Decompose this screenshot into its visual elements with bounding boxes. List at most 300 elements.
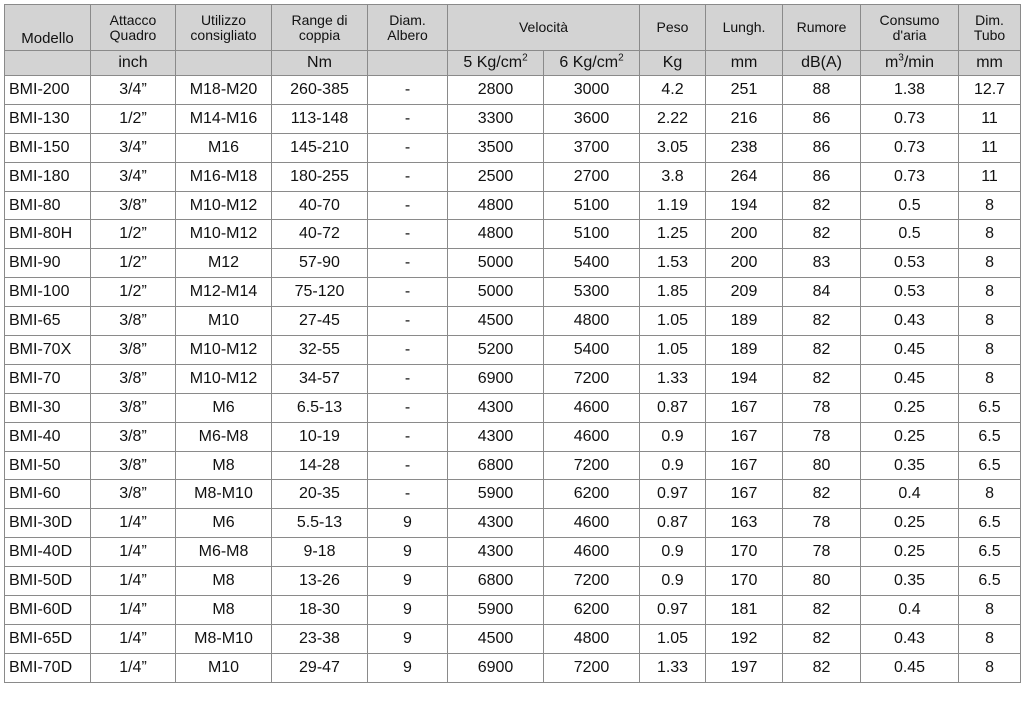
unit-utilizzo (176, 51, 272, 76)
table-row (5, 191, 1021, 220)
table-cell: 80 (783, 451, 861, 480)
table-cell: 27-45 (272, 307, 368, 336)
unit-diam (368, 51, 448, 76)
table-cell: 1/4” (91, 596, 176, 625)
table-cell: 82 (783, 191, 861, 220)
table-cell: 192 (706, 624, 783, 653)
units-row (5, 51, 1021, 76)
col-consumo: Consumo d'aria (861, 5, 959, 51)
unit-consumo-sup: 3 (898, 52, 904, 64)
table-cell: 4300 (448, 393, 544, 422)
table-cell: - (368, 278, 448, 307)
table-cell: 0.4 (861, 596, 959, 625)
cell-model: BMI-65D (5, 624, 91, 653)
table-cell: 9 (368, 653, 448, 682)
unit-vel5-text: 5 Kg/cm (463, 54, 523, 71)
table-cell: - (368, 249, 448, 278)
table-cell: 5400 (544, 336, 640, 365)
table-cell: 4300 (448, 538, 544, 567)
table-cell: 5000 (448, 278, 544, 307)
table-cell: 4600 (544, 509, 640, 538)
table-cell: 4600 (544, 422, 640, 451)
table-cell: 40-72 (272, 220, 368, 249)
table-row (5, 624, 1021, 653)
cell-model: BMI-60 (5, 480, 91, 509)
table-cell: - (368, 76, 448, 105)
unit-lungh: mm (706, 51, 783, 76)
table-cell: 9 (368, 509, 448, 538)
table-cell: 23-38 (272, 624, 368, 653)
table-row (5, 653, 1021, 682)
table-cell: M6 (176, 509, 272, 538)
table-cell: 78 (783, 422, 861, 451)
table-row (5, 451, 1021, 480)
table-cell: - (368, 191, 448, 220)
table-cell: M6-M8 (176, 538, 272, 567)
table-cell: 6900 (448, 364, 544, 393)
table-cell: 5200 (448, 336, 544, 365)
table-cell: 3/8” (91, 480, 176, 509)
table-cell: 6200 (544, 480, 640, 509)
table-cell: 0.9 (640, 538, 706, 567)
table-cell: 82 (783, 480, 861, 509)
table-cell: 167 (706, 451, 783, 480)
table-cell: 6.5 (959, 538, 1021, 567)
unit-peso: Kg (640, 51, 706, 76)
table-row (5, 393, 1021, 422)
table-cell: 181 (706, 596, 783, 625)
table-cell: 82 (783, 307, 861, 336)
cell-model: BMI-70D (5, 653, 91, 682)
table-cell: M12-M14 (176, 278, 272, 307)
cell-model: BMI-40 (5, 422, 91, 451)
table-cell: 216 (706, 104, 783, 133)
table-cell: 86 (783, 104, 861, 133)
table-cell: 9 (368, 567, 448, 596)
table-cell: 0.87 (640, 509, 706, 538)
table-body (5, 76, 1021, 683)
table-cell: M10 (176, 307, 272, 336)
table-row (5, 104, 1021, 133)
table-cell: 4800 (448, 191, 544, 220)
table-cell: 0.43 (861, 307, 959, 336)
table-cell: 0.97 (640, 596, 706, 625)
table-cell: 238 (706, 133, 783, 162)
table-cell: 6900 (448, 653, 544, 682)
table-cell: 145-210 (272, 133, 368, 162)
unit-modello (5, 51, 91, 76)
table-cell: 0.4 (861, 480, 959, 509)
table-cell: 1.05 (640, 624, 706, 653)
table-cell: 1/2” (91, 278, 176, 307)
table-row (5, 133, 1021, 162)
table-cell: 113-148 (272, 104, 368, 133)
table-cell: 8 (959, 653, 1021, 682)
table-cell: - (368, 220, 448, 249)
table-cell: 0.9 (640, 451, 706, 480)
table-row (5, 307, 1021, 336)
table-cell: 3/4” (91, 133, 176, 162)
col-dim: Dim. Tubo (959, 5, 1021, 51)
table-cell: 0.5 (861, 220, 959, 249)
table-cell: 40-70 (272, 191, 368, 220)
cell-model: BMI-80 (5, 191, 91, 220)
spec-table (4, 4, 1021, 683)
table-cell: 167 (706, 422, 783, 451)
table-cell: M14-M16 (176, 104, 272, 133)
table-cell: 1/2” (91, 220, 176, 249)
table-cell: 1/4” (91, 653, 176, 682)
cell-model: BMI-30D (5, 509, 91, 538)
cell-model: BMI-100 (5, 278, 91, 307)
table-cell: 0.87 (640, 393, 706, 422)
table-cell: 189 (706, 307, 783, 336)
table-cell: 88 (783, 76, 861, 105)
col-velocita: Velocità (448, 5, 640, 51)
table-cell: 1.53 (640, 249, 706, 278)
table-cell: - (368, 336, 448, 365)
table-row (5, 76, 1021, 105)
table-cell: 0.45 (861, 653, 959, 682)
unit-range: Nm (272, 51, 368, 76)
unit-rumore: dB(A) (783, 51, 861, 76)
table-cell: 5900 (448, 480, 544, 509)
table-cell: M8 (176, 596, 272, 625)
cell-model: BMI-180 (5, 162, 91, 191)
cell-model: BMI-65 (5, 307, 91, 336)
table-cell: 8 (959, 220, 1021, 249)
table-cell: 11 (959, 162, 1021, 191)
table-cell: 0.73 (861, 104, 959, 133)
table-cell: - (368, 393, 448, 422)
table-cell: 8 (959, 624, 1021, 653)
table-cell: 5300 (544, 278, 640, 307)
table-row (5, 364, 1021, 393)
table-cell: 5000 (448, 249, 544, 278)
col-attacco: Attacco Quadro (91, 5, 176, 51)
table-cell: M10-M12 (176, 364, 272, 393)
table-cell: M10 (176, 653, 272, 682)
table-cell: 1.05 (640, 307, 706, 336)
table-cell: 3/8” (91, 422, 176, 451)
unit-vel5 (448, 51, 544, 76)
table-cell: 80 (783, 567, 861, 596)
table-cell: 4800 (544, 624, 640, 653)
table-cell: 82 (783, 624, 861, 653)
table-cell: M10-M12 (176, 191, 272, 220)
table-cell: M6-M8 (176, 422, 272, 451)
table-cell: 7200 (544, 653, 640, 682)
cell-model: BMI-60D (5, 596, 91, 625)
table-cell: 0.73 (861, 162, 959, 191)
table-cell: 86 (783, 133, 861, 162)
cell-model: BMI-200 (5, 76, 91, 105)
table-cell: 1.33 (640, 653, 706, 682)
table-cell: 200 (706, 249, 783, 278)
table-cell: 7200 (544, 364, 640, 393)
table-cell: 3/4” (91, 76, 176, 105)
table-cell: 9 (368, 624, 448, 653)
table-cell: 78 (783, 393, 861, 422)
table-cell: 3/8” (91, 364, 176, 393)
table-cell: 4600 (544, 393, 640, 422)
table-cell: 34-57 (272, 364, 368, 393)
table-cell: 9 (368, 538, 448, 567)
table-cell: 7200 (544, 567, 640, 596)
unit-dim: mm (959, 51, 1021, 76)
table-cell: 3/8” (91, 451, 176, 480)
table-cell: 8 (959, 307, 1021, 336)
table-cell: M12 (176, 249, 272, 278)
table-cell: 4500 (448, 624, 544, 653)
table-cell: 0.35 (861, 567, 959, 596)
cell-model: BMI-90 (5, 249, 91, 278)
col-rumore: Rumore (783, 5, 861, 51)
table-cell: 7200 (544, 451, 640, 480)
table-cell: 86 (783, 162, 861, 191)
table-cell: 3000 (544, 76, 640, 105)
cell-model: BMI-40D (5, 538, 91, 567)
table-cell: 4300 (448, 509, 544, 538)
table-cell: 3600 (544, 104, 640, 133)
table-cell: - (368, 422, 448, 451)
table-cell: 3/8” (91, 307, 176, 336)
table-cell: 167 (706, 480, 783, 509)
table-cell: 1/4” (91, 624, 176, 653)
table-cell: 264 (706, 162, 783, 191)
table-cell: 82 (783, 364, 861, 393)
table-cell: 0.97 (640, 480, 706, 509)
table-cell: 8 (959, 336, 1021, 365)
table-cell: 6.5 (959, 393, 1021, 422)
table-cell: 1.19 (640, 191, 706, 220)
table-row (5, 480, 1021, 509)
table-cell: 8 (959, 249, 1021, 278)
cell-model: BMI-150 (5, 133, 91, 162)
table-cell: 1/2” (91, 249, 176, 278)
table-cell: - (368, 451, 448, 480)
table-cell: - (368, 480, 448, 509)
table-cell: 5400 (544, 249, 640, 278)
table-cell: 3/8” (91, 393, 176, 422)
unit-vel6 (544, 51, 640, 76)
table-cell: 4800 (544, 307, 640, 336)
table-row (5, 220, 1021, 249)
table-cell: 163 (706, 509, 783, 538)
table-cell: 75-120 (272, 278, 368, 307)
table-cell: 6800 (448, 567, 544, 596)
table-row (5, 509, 1021, 538)
table-cell: 0.25 (861, 538, 959, 567)
table-cell: 0.45 (861, 336, 959, 365)
unit-vel5-sup: 2 (522, 52, 528, 64)
table-cell: 4.2 (640, 76, 706, 105)
table-cell: 9 (368, 596, 448, 625)
table-cell: 1.33 (640, 364, 706, 393)
table-cell: 11 (959, 133, 1021, 162)
table-cell: 9-18 (272, 538, 368, 567)
cell-model: BMI-50 (5, 451, 91, 480)
table-cell: - (368, 133, 448, 162)
table-cell: M8 (176, 567, 272, 596)
table-row (5, 249, 1021, 278)
table-cell: 0.5 (861, 191, 959, 220)
table-cell: 3700 (544, 133, 640, 162)
table-cell: 13-26 (272, 567, 368, 596)
cell-model: BMI-70X (5, 336, 91, 365)
table-row (5, 538, 1021, 567)
table-cell: 6.5-13 (272, 393, 368, 422)
table-cell: 82 (783, 653, 861, 682)
table-cell: 8 (959, 480, 1021, 509)
unit-vel6-text: 6 Kg/cm (559, 54, 619, 71)
col-utilizzo: Utilizzo consigliato (176, 5, 272, 51)
cell-model: BMI-80H (5, 220, 91, 249)
table-cell: 8 (959, 278, 1021, 307)
col-lungh: Lungh. (706, 5, 783, 51)
table-cell: M16 (176, 133, 272, 162)
table-cell: 82 (783, 336, 861, 365)
table-row (5, 278, 1021, 307)
table-cell: M8-M10 (176, 480, 272, 509)
unit-consumo-text: m (884, 54, 899, 71)
table-cell: 1/4” (91, 509, 176, 538)
table-cell: 5900 (448, 596, 544, 625)
table-cell: 12.7 (959, 76, 1021, 105)
table-cell: 5100 (544, 191, 640, 220)
table-cell: 6800 (448, 451, 544, 480)
table-cell: 0.9 (640, 567, 706, 596)
cell-model: BMI-50D (5, 567, 91, 596)
table-cell: 2700 (544, 162, 640, 191)
table-cell: 20-35 (272, 480, 368, 509)
table-cell: 0.53 (861, 278, 959, 307)
table-cell: 8 (959, 596, 1021, 625)
table-cell: 29-47 (272, 653, 368, 682)
table-cell: M8 (176, 451, 272, 480)
table-cell: 189 (706, 336, 783, 365)
table-cell: 14-28 (272, 451, 368, 480)
table-cell: 6200 (544, 596, 640, 625)
table-cell: 197 (706, 653, 783, 682)
table-cell: 6.5 (959, 451, 1021, 480)
cell-model: BMI-70 (5, 364, 91, 393)
unit-consumo (861, 51, 959, 76)
table-cell: 0.35 (861, 451, 959, 480)
table-cell: 194 (706, 191, 783, 220)
table-cell: 10-19 (272, 422, 368, 451)
table-cell: 6.5 (959, 422, 1021, 451)
table-cell: 1/4” (91, 538, 176, 567)
unit-attacco: inch (91, 51, 176, 76)
table-cell: M16-M18 (176, 162, 272, 191)
table-cell: 4500 (448, 307, 544, 336)
table-cell: 8 (959, 364, 1021, 393)
table-cell: 2800 (448, 76, 544, 105)
table-cell: 32-55 (272, 336, 368, 365)
table-cell: 1/4” (91, 567, 176, 596)
table-cell: 3/8” (91, 336, 176, 365)
table-cell: 78 (783, 509, 861, 538)
table-cell: 251 (706, 76, 783, 105)
table-cell: 180-255 (272, 162, 368, 191)
header-row (5, 5, 1021, 51)
table-cell: 8 (959, 191, 1021, 220)
table-row (5, 336, 1021, 365)
table-cell: - (368, 104, 448, 133)
table-cell: 260-385 (272, 76, 368, 105)
table-cell: 1.85 (640, 278, 706, 307)
table-row (5, 162, 1021, 191)
table-cell: 4600 (544, 538, 640, 567)
table-cell: 84 (783, 278, 861, 307)
table-cell: 78 (783, 538, 861, 567)
table-cell: 0.25 (861, 422, 959, 451)
table-cell: 167 (706, 393, 783, 422)
table-cell: 3.05 (640, 133, 706, 162)
col-diam: Diam. Albero (368, 5, 448, 51)
table-cell: 170 (706, 567, 783, 596)
table-row (5, 422, 1021, 451)
table-cell: 2500 (448, 162, 544, 191)
table-cell: 1.25 (640, 220, 706, 249)
table-cell: 5100 (544, 220, 640, 249)
table-cell: 3500 (448, 133, 544, 162)
cell-model: BMI-130 (5, 104, 91, 133)
table-cell: 1.38 (861, 76, 959, 105)
table-cell: 0.9 (640, 422, 706, 451)
table-cell: 170 (706, 538, 783, 567)
table-cell: 82 (783, 596, 861, 625)
table-cell: 1.05 (640, 336, 706, 365)
table-cell: M6 (176, 393, 272, 422)
table-cell: - (368, 364, 448, 393)
table-cell: 82 (783, 220, 861, 249)
table-header (5, 5, 1021, 76)
table-cell: 5.5-13 (272, 509, 368, 538)
table-cell: 11 (959, 104, 1021, 133)
col-peso: Peso (640, 5, 706, 51)
cell-model: BMI-30 (5, 393, 91, 422)
col-modello: Modello (5, 5, 91, 51)
table-cell: 0.25 (861, 509, 959, 538)
table-cell: 0.25 (861, 393, 959, 422)
table-cell: M18-M20 (176, 76, 272, 105)
table-cell: 0.53 (861, 249, 959, 278)
table-cell: 3.8 (640, 162, 706, 191)
col-range: Range di coppia (272, 5, 368, 51)
table-cell: - (368, 307, 448, 336)
table-cell: M10-M12 (176, 220, 272, 249)
table-cell: M8-M10 (176, 624, 272, 653)
table-cell: 0.43 (861, 624, 959, 653)
table-cell: 0.73 (861, 133, 959, 162)
table-cell: 194 (706, 364, 783, 393)
table-cell: 3300 (448, 104, 544, 133)
table-cell: 1/2” (91, 104, 176, 133)
table-cell: 0.45 (861, 364, 959, 393)
table-cell: 6.5 (959, 567, 1021, 596)
table-cell: 6.5 (959, 509, 1021, 538)
table-cell: 4300 (448, 422, 544, 451)
table-cell: 3/4” (91, 162, 176, 191)
unit-vel6-sup: 2 (618, 52, 624, 64)
table-cell: 18-30 (272, 596, 368, 625)
unit-consumo-tail: /min (903, 54, 935, 71)
table-cell: 3/8” (91, 191, 176, 220)
table-row (5, 596, 1021, 625)
table-cell: 200 (706, 220, 783, 249)
